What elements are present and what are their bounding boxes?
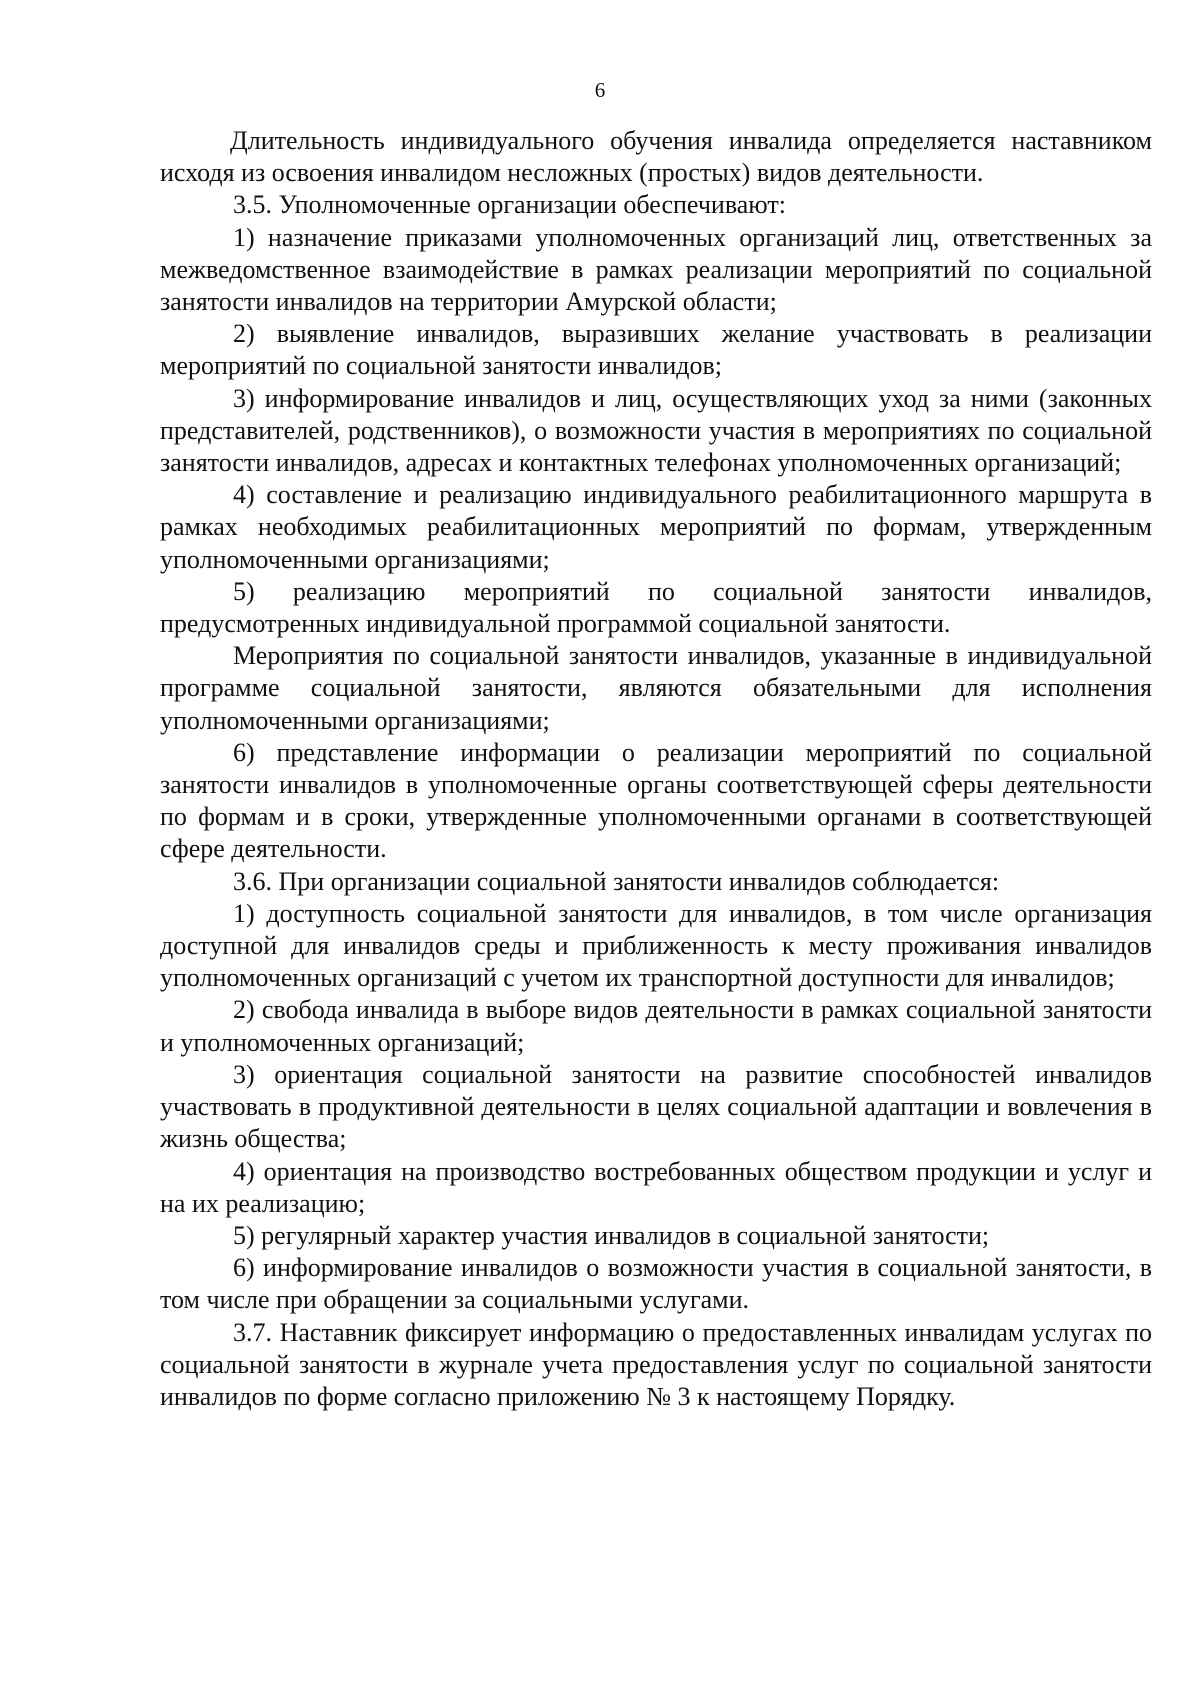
list-item: 2) выявление инвалидов, выразивших желание участвовать в реализации мероприятий по социальной занятости инвалидов; bbox=[160, 319, 1152, 381]
list-item: 2) свобода инвалида в выборе видов деятельности в рамках социальной занятости и уполномоченных организаций; bbox=[160, 995, 1152, 1057]
section-heading-3-6: 3.6. При организации социальной занятости инвалидов соблюдается: bbox=[233, 866, 1000, 896]
list-item: 5) реализацию мероприятий по социальной занятости инвалидов, предусмотренных индивидуальной программой социальной занятости. bbox=[160, 576, 1152, 639]
paragraph: Мероприятия по социальной занятости инвалидов, указанные в индивидуальной программе социальной занятости, являются обязательными для исполнения уполномоченными организациями; bbox=[160, 641, 1152, 735]
section-paragraph-3-7: 3.7. Наставник фиксирует информацию о предоставленных инвалидам услугах по социальной занятости в журнале учета предоставления услуг по социальной занятости инвалидов по форме согласно приложению № 3 к настоящему Порядку. bbox=[160, 1317, 1152, 1411]
list-item: 4) ориентация на производство востребованных обществом продукции и услуг и на их реализацию; bbox=[160, 1156, 1152, 1218]
list-item: 1) назначение приказами уполномоченных организаций лиц, ответственных за межведомственное взаимодействие в рамках реализации мероприятий по социальной занятости инвалидов на территории Амурской области; bbox=[160, 222, 1152, 317]
list-item: 4) составление и реализацию индивидуального реабилитационного маршрута в рамках необходимых реабилитационных мероприятий по формам, утвержденным уполномоченными организациями; bbox=[160, 480, 1152, 574]
document-body bbox=[160, 125, 1152, 1413]
section-heading-3-5: 3.5. Уполномоченные организации обеспечивают: bbox=[233, 190, 786, 220]
list-item: 6) представление информации о реализации мероприятий по социальной занятости инвалидов в уполномоченные органы соответствующей сферы деятельности по формам и в сроки, утвержденные уполномоченными органами в соответствующей сфере деятельности. bbox=[160, 737, 1152, 864]
list-item: 1) доступность социальной занятости для инвалидов, в том числе организация доступной для инвалидов среды и приближенность к месту проживания инвалидов уполномоченных организаций с учетом их транспортной доступности для инвалидов; bbox=[160, 898, 1152, 993]
list-item: 5) регулярный характер участия инвалидов в социальной занятости; bbox=[233, 1220, 990, 1250]
paragraph: Длительность индивидуального обучения инвалида определяется наставником исходя из освоения инвалидом несложных (простых) видов деятельности. bbox=[160, 126, 1152, 188]
list-item: 6) информирование инвалидов о возможности участия в социальной занятости, в том числе при обращении за социальными услугами. bbox=[160, 1253, 1152, 1315]
list-item: 3) ориентация социальной занятости на развитие способностей инвалидов участвовать в продуктивной деятельности в целях социальной адаптации и вовлечения в жизнь общества; bbox=[160, 1059, 1152, 1154]
list-item: 3) информирование инвалидов и лиц, осуществляющих уход за ними (законных представителей, родственников), о возможности участия в мероприятиях по социальной занятости инвалидов, адресах и контактных телефонах уполномоченных организаций; bbox=[160, 383, 1152, 478]
page-number: 6 bbox=[594, 78, 606, 102]
